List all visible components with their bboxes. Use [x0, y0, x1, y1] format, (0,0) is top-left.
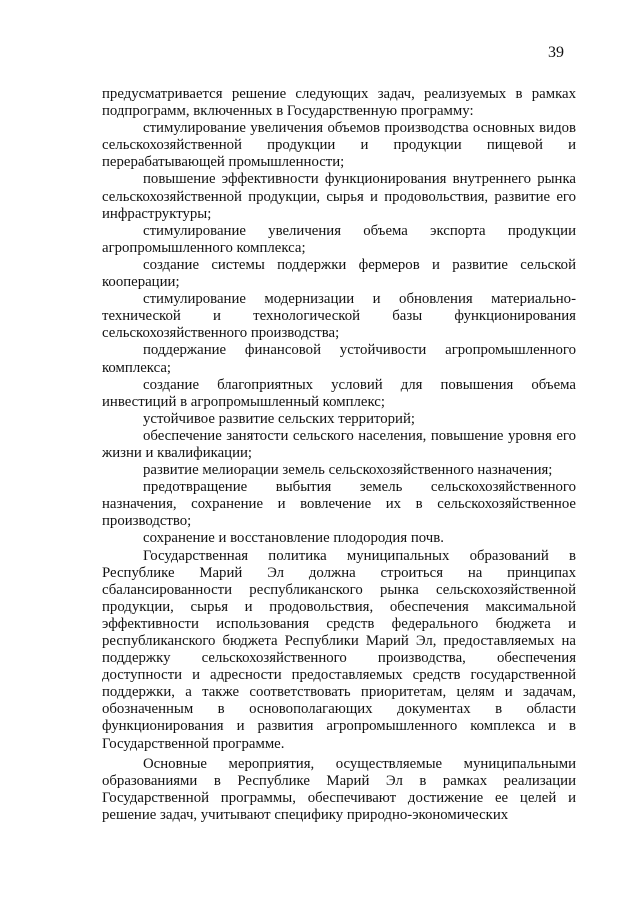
list-item: стимулирование модернизации и обновления материально-технической и технологической базы функционирования сельскохозяйственного производства;	[102, 291, 576, 342]
list-item: обеспечение занятости сельского населения, повышение уровня его жизни и квалификации;	[102, 427, 576, 461]
list-item: сохранение и восстановление плодородия почв.	[143, 530, 444, 547]
list-item: поддержание финансовой устойчивости агропромышленного комплекса;	[102, 342, 576, 376]
page-number: 39	[548, 44, 564, 61]
list-item: стимулирование увеличения объемов производства основных видов сельскохозяйственной продукции и продукции пищевой и перерабатывающей промышленности;	[102, 120, 576, 171]
document-body	[102, 86, 576, 824]
paragraph-state-policy: Государственная политика муниципальных образований в Республике Марий Эл должна строиться на принципах сбалансированности республиканского рынка сельскохозяйственной продукции, сырья и продовольствия, обеспечения максимальной эффективности использования средств федерального бюджета и республиканского бюджета Республики Марий Эл, предоставляемых на поддержку сельскохозяйственного производства, обеспечения доступности и адресности предоставляемых средств государственной поддержки, а также соответствовать приоритетам, целям и задачам, обозначенным в основополагающих документах в области функционирования и развития агропромышленного комплекса и в Государственной программе.	[102, 547, 576, 752]
list-item: создание системы поддержки фермеров и развитие сельской кооперации;	[102, 256, 576, 291]
list-item: стимулирование увеличения объема экспорта продукции агропромышленного комплекса;	[102, 222, 576, 256]
list-item: развитие мелиорации земель сельскохозяйственного назначения;	[143, 462, 553, 479]
list-item: устойчивое развитие сельских территорий;	[143, 410, 416, 427]
paragraph-intro: предусматривается решение следующих задач, реализуемых в рамках подпрограмм, включенных в Государственную программу:	[102, 86, 576, 120]
list-item: повышение эффективности функционирования внутреннего рынка сельскохозяйственной продукции, сырья и продовольствия, развитие его инфраструктуры;	[102, 171, 576, 222]
list-item: предотвращение выбытия земель сельскохозяйственного назначения, сохранение и вовлечение их в сельскохозяйственное производство;	[102, 479, 576, 530]
list-item: создание благоприятных условий для повышения объема инвестиций в агропромышленный комплекс;	[102, 376, 576, 410]
paragraph-main-measures: Основные мероприятия, осуществляемые муниципальными образованиями в Республике Марий Эл в рамках реализации Государственной программы, обеспечивают достижение ее целей и решение задач, учитывают специфику природно-экономических	[102, 755, 576, 823]
